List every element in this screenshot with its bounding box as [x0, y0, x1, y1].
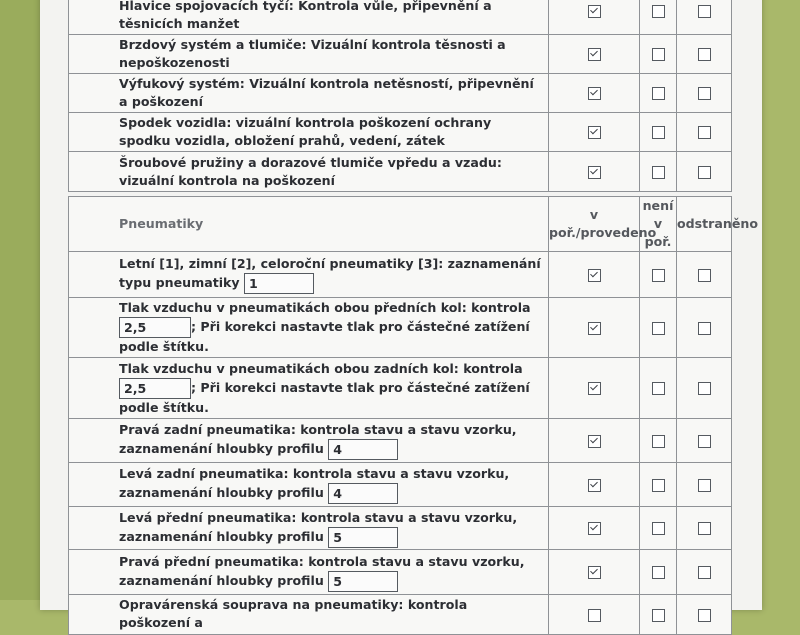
checkbox-ok[interactable] [588, 87, 601, 100]
table-row [69, 152, 732, 192]
item-text: Brzdový systém a tlumiče: Vizuální kontrola těsnosti a nepoškozenosti [69, 35, 549, 74]
top-checklist-table [68, 0, 732, 192]
col-header-not-ok: není v poř. [640, 197, 677, 252]
table-row [69, 113, 732, 152]
checkbox-ok[interactable] [588, 126, 601, 139]
checkbox-fixed[interactable] [698, 87, 711, 100]
checkbox-not-ok[interactable] [652, 48, 665, 61]
table-row [69, 74, 732, 113]
checkbox-fixed[interactable] [698, 382, 711, 395]
item-text: Spodek vozidla: vizuální kontrola poškození ochrany spodku vozidla, obložení prahů, vedení, zátek [69, 113, 549, 152]
table-row [69, 252, 732, 298]
item-text [69, 595, 549, 635]
checkbox-ok[interactable] [588, 166, 601, 179]
item-description: Levá zadní pneumatika: kontrola stavu a stavu vzorku, zaznamenání hloubky profilu [119, 466, 510, 500]
checkbox-ok[interactable] [588, 522, 601, 535]
checkbox-fixed[interactable] [698, 479, 711, 492]
checkbox-ok[interactable] [588, 609, 601, 622]
col-header-ok: v poř./provedeno [549, 197, 640, 252]
checkbox-not-ok[interactable] [652, 5, 665, 18]
table-row [69, 35, 732, 74]
checkbox-fixed[interactable] [698, 269, 711, 282]
item-text [69, 507, 549, 550]
item-description: Tlak vzduchu v pneumatikách obou zadních kol: kontrola [119, 360, 523, 376]
item-description: Tlak vzduchu v pneumatikách obou předních kol: kontrola [119, 300, 531, 315]
checkbox-not-ok[interactable] [652, 435, 665, 448]
checkbox-fixed[interactable] [698, 566, 711, 579]
checkbox-ok[interactable] [588, 48, 601, 61]
value-field[interactable]: 2,5 [119, 317, 191, 338]
checkbox-ok[interactable] [588, 269, 601, 282]
checkbox-fixed[interactable] [698, 48, 711, 61]
checkbox-not-ok[interactable] [652, 126, 665, 139]
checkbox-not-ok[interactable] [652, 382, 665, 395]
item-text: Šroubové pružiny a dorazové tlumiče vpředu a vzadu: vizuální kontrola na poškození [69, 152, 549, 192]
item-text [69, 298, 549, 358]
item-description: Levá přední pneumatika: kontrola stavu a stavu vzorku, zaznamenání hloubky profilu [119, 509, 518, 544]
table-row [69, 358, 732, 419]
item-note: ; Při korekci nastavte tlak pro částečné zatížení podle štítku. [119, 379, 530, 415]
checkbox-fixed[interactable] [698, 609, 711, 622]
table-row [69, 298, 732, 358]
table-row [69, 507, 732, 550]
table-row [69, 419, 732, 463]
item-text [69, 419, 549, 463]
checkbox-fixed[interactable] [698, 5, 711, 18]
checkbox-ok[interactable] [588, 382, 601, 395]
col-header-fixed: odstraněno [677, 197, 732, 252]
item-description: Pravá zadní pneumatika: kontrola stavu a stavu vzorku, zaznamenání hloubky profilu [119, 422, 517, 456]
checkbox-not-ok[interactable] [652, 87, 665, 100]
item-text: Hlavice spojovacích tyčí: Kontrola vůle, připevnění a těsnicích manžet [69, 0, 549, 35]
checkbox-fixed[interactable] [698, 166, 711, 179]
item-description: Letní [1], zimní [2], celoroční pneumatiky [3]: zaznamenání typu pneumatiky [119, 256, 541, 290]
table-row [69, 550, 732, 595]
checkbox-not-ok[interactable] [652, 479, 665, 492]
table-row [69, 595, 732, 635]
item-text [69, 550, 549, 595]
checkbox-fixed[interactable] [698, 126, 711, 139]
value-field[interactable]: 5 [328, 527, 398, 548]
checkbox-not-ok[interactable] [652, 269, 665, 282]
item-text: Výfukový systém: Vizuální kontrola netěsností, připevnění a poškození [69, 74, 549, 113]
checkbox-not-ok[interactable] [652, 566, 665, 579]
checkbox-ok[interactable] [588, 5, 601, 18]
value-field[interactable]: 1 [244, 273, 314, 294]
checkbox-fixed[interactable] [698, 322, 711, 335]
value-field[interactable]: 2,5 [119, 378, 191, 399]
value-field[interactable]: 4 [328, 439, 398, 460]
section-title: Pneumatiky [69, 197, 549, 252]
item-note: ; Při korekci nastavte tlak pro částečné zatížení podle štítku. [119, 319, 530, 354]
checkbox-not-ok[interactable] [652, 322, 665, 335]
table-row [69, 463, 732, 507]
item-description: Pravá přední pneumatika: kontrola stavu a stavu vzorku, zaznamenání hloubky profilu [119, 553, 525, 588]
table-row [69, 0, 732, 35]
checkbox-not-ok[interactable] [652, 166, 665, 179]
checkbox-ok[interactable] [588, 322, 601, 335]
value-field[interactable]: 4 [328, 483, 398, 504]
item-text [69, 463, 549, 507]
item-text [69, 358, 549, 419]
value-field[interactable]: 5 [328, 571, 398, 592]
checkbox-fixed[interactable] [698, 435, 711, 448]
checkbox-ok[interactable] [588, 479, 601, 492]
checkbox-not-ok[interactable] [652, 609, 665, 622]
checkbox-fixed[interactable] [698, 522, 711, 535]
checkbox-ok[interactable] [588, 566, 601, 579]
checkbox-ok[interactable] [588, 435, 601, 448]
checkbox-not-ok[interactable] [652, 522, 665, 535]
item-text [69, 252, 549, 298]
tires-checklist-table [68, 196, 759, 635]
item-description: Opravárenská souprava na pneumatiky: kontrola poškození a [119, 597, 468, 630]
